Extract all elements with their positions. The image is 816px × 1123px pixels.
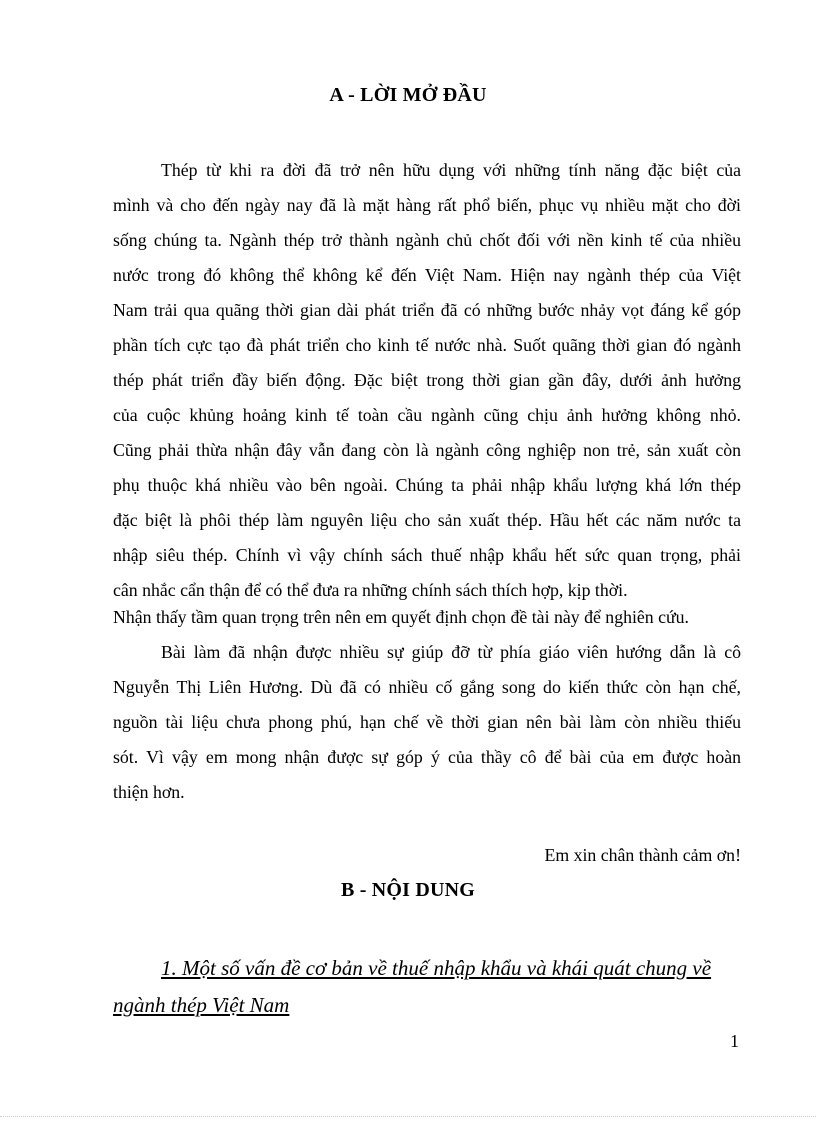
closing-line: Em xin chân thành cảm ơn! <box>544 845 741 865</box>
paragraph-line: mình và cho đến ngày nay đã là mặt hàng rất phổ biến, phục vụ nhiều mặt cho đời <box>113 195 741 215</box>
section-title-line-2: ngành thép Việt Nam <box>113 993 290 1017</box>
paragraph-line: thép phát triển đầy biến động. Đặc biệt trong thời gian gần đây, dưới ảnh hưởng <box>113 370 741 390</box>
heading-intro: A - LỜI MỞ ĐẦU <box>329 84 487 106</box>
page-bottom-divider <box>0 1116 816 1117</box>
paragraph-line: Nguyễn Thị Liên Hương. Dù đã có nhiều cố gắng song do kiến thức còn hạn chế, <box>113 677 741 697</box>
section-title-line-1: 1. Một số vấn đề cơ bản về thuế nhập khẩu và khái quát chung về <box>161 956 712 980</box>
paragraph-line: Nam trải qua quãng thời gian dài phát triển đã có những bước nhảy vọt đáng kể góp <box>113 300 741 320</box>
paragraph-line: phụ thuộc khá nhiều vào bên ngoài. Chúng ta phải nhập khẩu lượng khá lớn thép <box>113 475 741 495</box>
paragraph-line: sống chúng ta. Ngành thép trở thành ngành chủ chốt đối với nền kinh tế của nhiều <box>113 230 741 250</box>
paragraph-line: Nhận thấy tầm quan trọng trên nên em quyết định chọn đề tài này để nghiên cứu. <box>113 607 690 627</box>
paragraph-line: đặc biệt là phôi thép làm nguyên liệu cho sản xuất thép. Hầu hết các năm nước ta <box>113 510 741 530</box>
page-number: 1 <box>730 1031 739 1051</box>
paragraph-line: nước trong đó không thể không kể đến Việt Nam. Hiện nay ngành thép của Việt <box>113 265 741 285</box>
paragraph-line: Thép từ khi ra đời đã trở nên hữu dụng với những tính năng đặc biệt của <box>161 160 741 180</box>
paragraph-line: của cuộc khủng hoảng kinh tế toàn cầu ngành cũng chịu ảnh hưởng không nhỏ. <box>113 405 741 425</box>
paragraph-line: Bài làm đã nhận được nhiều sự giúp đỡ từ phía giáo viên hướng dẫn là cô <box>161 642 741 662</box>
paragraph-line: phần tích cực tạo đà phát triển cho kinh tế nước nhà. Suốt quãng thời gian đó ngành <box>113 335 741 355</box>
paragraph-line: thiện hơn. <box>113 782 185 802</box>
paragraph-line: nguồn tài liệu chưa phong phú, hạn chế về thời gian nên bài làm còn nhiều thiếu <box>113 712 741 732</box>
heading-content: B - NỘI DUNG <box>340 879 476 901</box>
paragraph-line: Cũng phải thừa nhận đây vẫn đang còn là ngành công nghiệp non trẻ, sản xuất còn <box>113 440 741 460</box>
paragraph-line: sót. Vì vậy em mong nhận được sự góp ý của thầy cô để bài của em được hoàn <box>113 747 741 767</box>
paragraph-line: cân nhắc cẩn thận để có thể đưa ra những chính sách thích hợp, kịp thời. <box>113 580 628 600</box>
paragraph-line: nhập siêu thép. Chính vì vậy chính sách thuế nhập khẩu hết sức quan trọng, phải <box>113 545 741 565</box>
